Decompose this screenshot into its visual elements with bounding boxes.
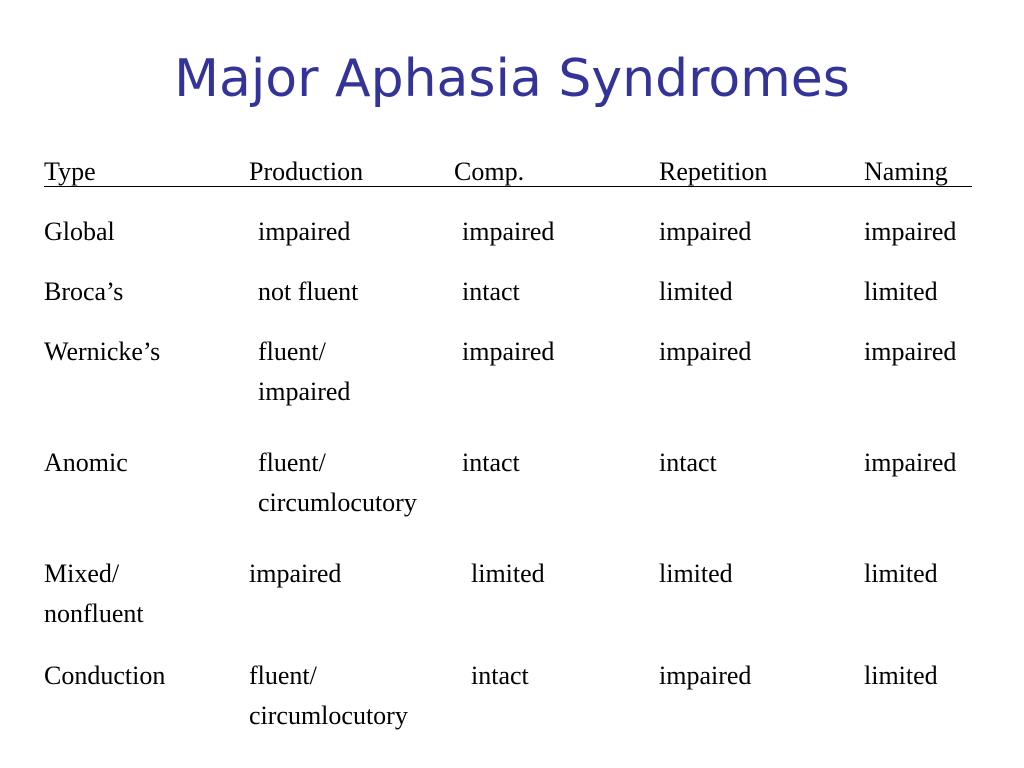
- row-anomic-repetition: intact: [659, 448, 717, 477]
- row-broca-naming: limited: [864, 277, 938, 306]
- row-mixed-naming: limited: [864, 559, 938, 588]
- row-broca-production: not fluent: [258, 277, 359, 306]
- row-wernicke-naming: impaired: [864, 337, 957, 366]
- row-anomic-production: fluent/ circumlocutory: [258, 448, 417, 517]
- row-global-repetition: impaired: [659, 217, 752, 246]
- header-repetition: Repetition: [659, 157, 768, 186]
- row-conduction-production: fluent/ circumlocutory: [249, 661, 408, 730]
- row-mixed-type: Mixed/ nonfluent: [44, 559, 144, 628]
- row-conduction-repetition: impaired: [659, 661, 752, 690]
- header-comp: Comp.: [454, 157, 525, 186]
- row-broca-repetition: limited: [659, 277, 733, 306]
- header-type: Type: [44, 157, 96, 186]
- row-wernicke-production: fluent/ impaired: [258, 337, 351, 406]
- row-global-type: Global: [44, 217, 115, 246]
- header-production: Production: [249, 157, 364, 186]
- header-naming: Naming: [864, 157, 948, 186]
- row-global-naming: impaired: [864, 217, 957, 246]
- row-anomic-naming: impaired: [864, 448, 957, 477]
- row-broca-comp: intact: [462, 277, 520, 306]
- row-broca-type: Broca’s: [44, 277, 124, 306]
- row-conduction-type: Conduction: [44, 661, 166, 690]
- row-mixed-repetition: limited: [659, 559, 733, 588]
- row-conduction-naming: limited: [864, 661, 938, 690]
- row-wernicke-repetition: impaired: [659, 337, 752, 366]
- row-mixed-comp: limited: [471, 559, 545, 588]
- row-anomic-type: Anomic: [44, 448, 128, 477]
- header-underline: [44, 186, 972, 187]
- row-mixed-production: impaired: [249, 559, 342, 588]
- row-wernicke-type: Wernicke’s: [44, 337, 161, 366]
- slide-title: Major Aphasia Syndromes: [174, 49, 850, 109]
- row-global-comp: impaired: [462, 217, 555, 246]
- row-conduction-comp: intact: [471, 661, 529, 690]
- row-global-production: impaired: [258, 217, 351, 246]
- row-anomic-comp: intact: [462, 448, 520, 477]
- row-wernicke-comp: impaired: [462, 337, 555, 366]
